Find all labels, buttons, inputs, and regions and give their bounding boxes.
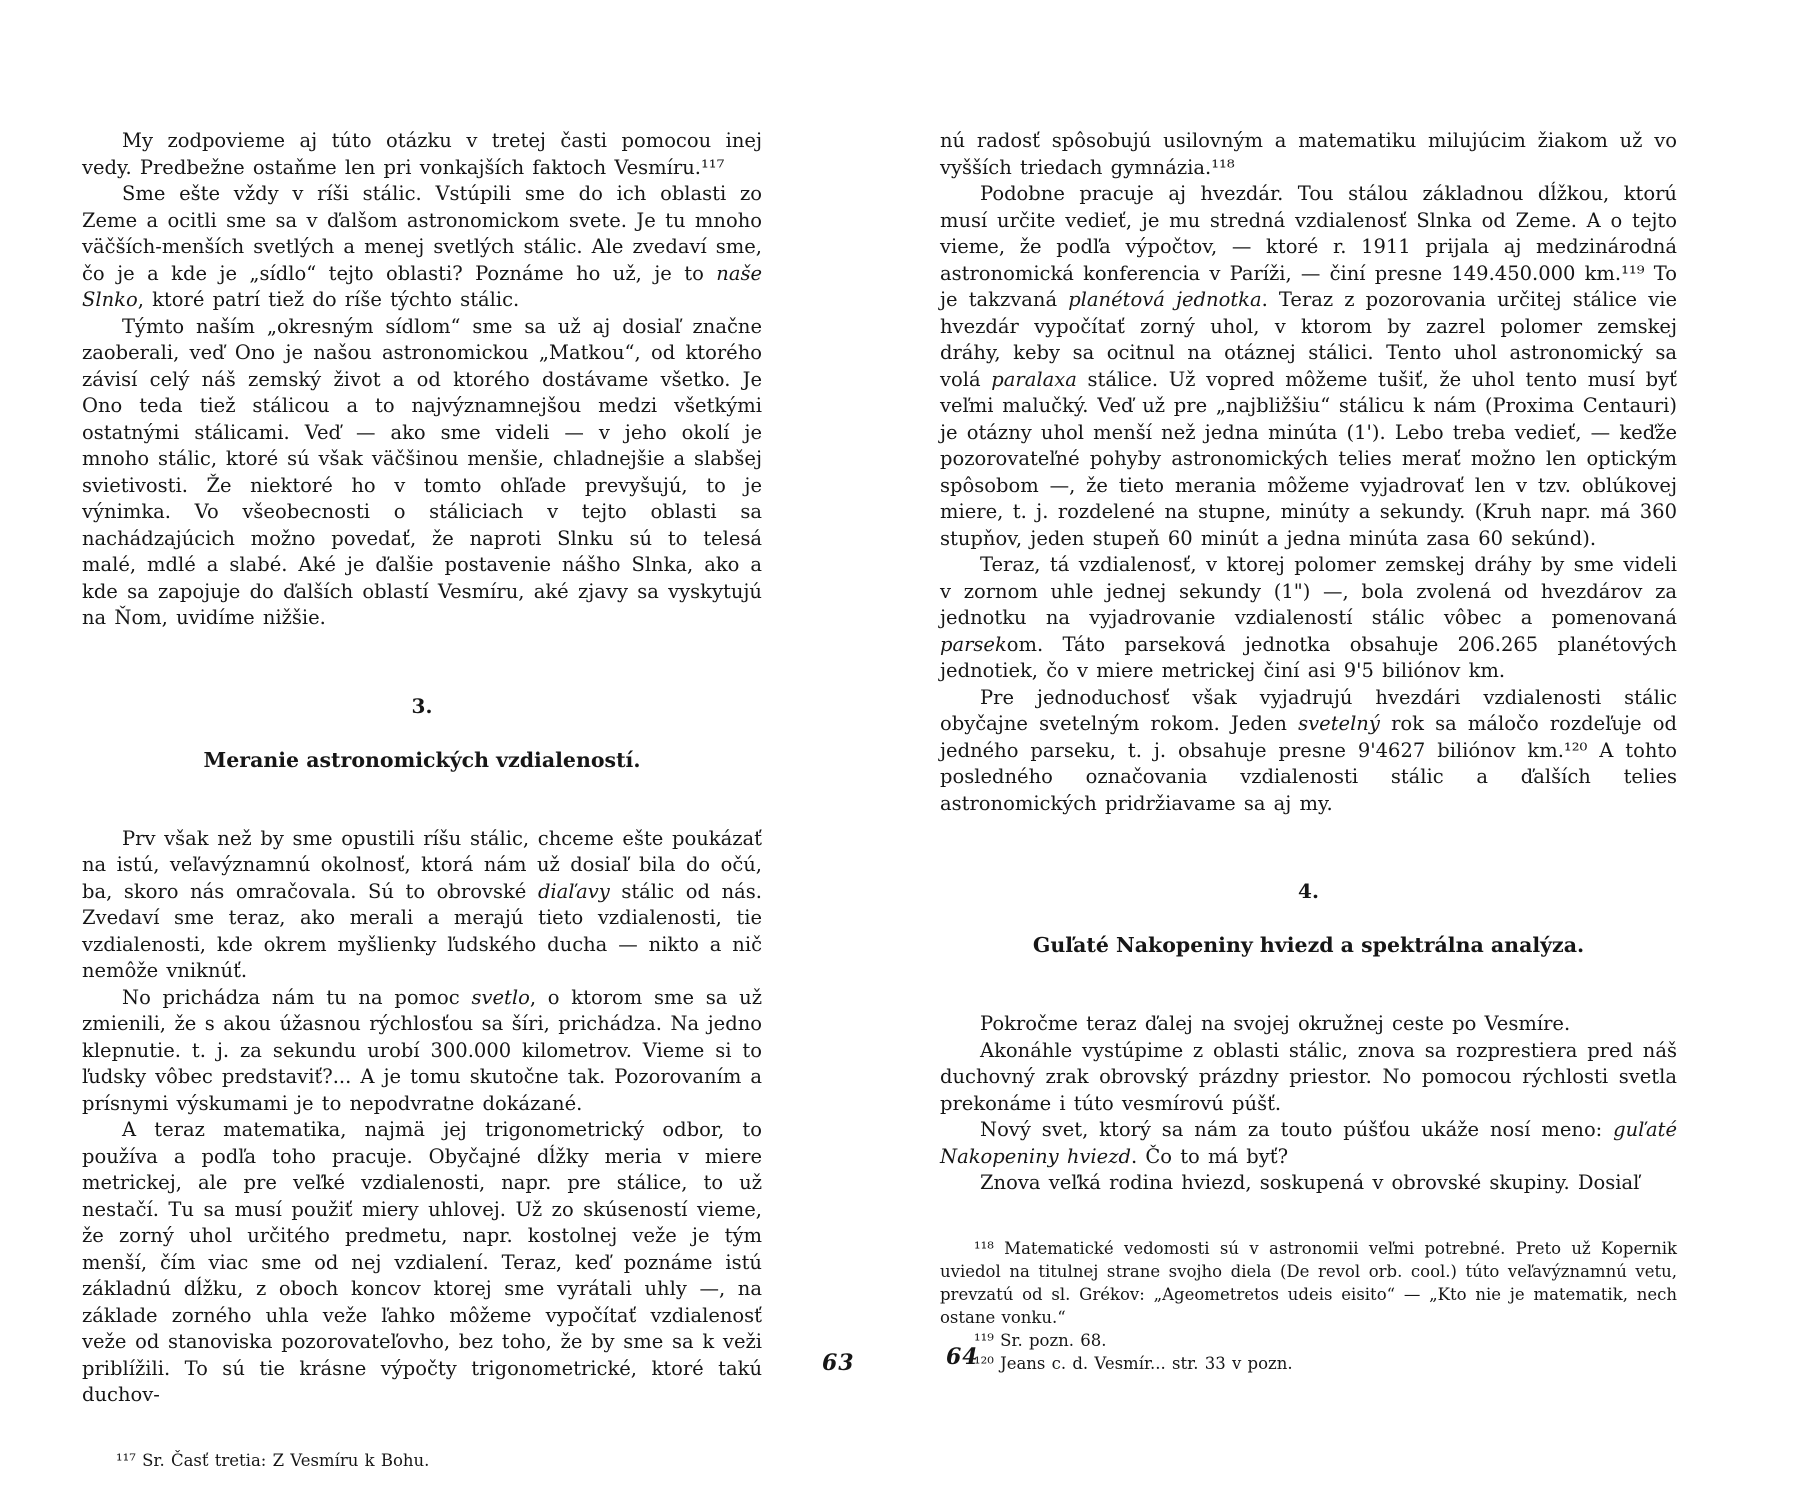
paragraph: My zodpovieme aj túto otázku v tretej časti pomocou inej vedy. Predbežne ostaňme len pri vonkajších faktoch Vesmíru.¹¹⁷ xyxy=(82,129,762,179)
paragraph: Týmto naším „okresným sídlom“ sme sa už aj dosiaľ značne zaoberali, veď Ono je našou astronomickou „Matkou“, od ktorého závisí celý náš zemský život a od ktorého dostávame všetko. Je Ono teda tiež stálicou a to najvýznamnejšou medzi všetkými ostatnými stálicami. Veď — ako sme videli — v jeho okolí je mnoho stálic, ktoré sú však väčšinou menšie, chladnejšie a slabšej svietivosti. Že niektoré ho v tomto ohľade prevyšujú, to je výnimka. Vo všeobecnosti o stáliciach v tejto oblasti sa nachádzajúcich možno povedať, že naproti Slnku sú to telesá malé, mdlé a slabé. Aké je ďalšie postavenie nášho Slnka, ako a kde sa zapojuje do ďalších oblastí Vesmíru, aké zjavy sa vyskytujú na Ňom, uvidíme nižšie. xyxy=(82,314,762,629)
page-number-63: 63 xyxy=(822,1350,855,1376)
section-number: 3. xyxy=(411,693,433,718)
paragraph: Znova veľká rodina hviezd, soskupená v obrovské skupiny. Dosiaľ xyxy=(980,1171,1640,1194)
paragraph: A teraz matematika, najmä jej trigonometrický odbor, to používa a podľa toho pracuje. Obyčajné dĺžky meria v miere metrickej, ale pre veľké vzdialenosti, napr. pre stálice, to už nestačí. Tu sa musí použiť miery uhlovej. Už zo skúseností vieme, že zorný uhol určitého predmetu, napr. kostolnej veže je tým menší, čím viac sme od nej vzdialení. Teraz, keď poznáme istú základnú dĺžku, z oboch koncov ktorej sme vyrátali uhly —, na základe zorného uhla veže ľahko môžeme vypočítať vzdialenosť veže od stanoviska pozorovateľovho, bez toho, že by sme sa k veži priblížili. To sú tie krásne výpočty trigonometrické, ktoré takú duchov- xyxy=(82,1118,762,1406)
footnote: ¹¹⁷ Sr. Časť tretia: Z Vesmíru k Bohu. xyxy=(116,1450,430,1470)
page-64 xyxy=(940,128,1677,1375)
paragraph: Pre jednoduchosť však vyjadrujú hvezdári vzdialenosti stálic obyčajne svetelným rokom. Jeden svetelný rok sa máločo rozdeľuje od jedného parseku, t. j. obsahuje presne 9'4627 biliónov km.¹²⁰ A tohto posledného označovania vzdialenosti stálic a ďalších telies astronomických pridržiavame sa aj my. xyxy=(940,685,1677,815)
paragraph: Pokročme teraz ďalej na svojej okružnej ceste po Vesmíre. xyxy=(980,1012,1571,1035)
footnote: ¹¹⁹ Sr. pozn. 68. xyxy=(974,1330,1107,1350)
section-number: 4. xyxy=(1298,879,1319,903)
paragraph: Nový svet, ktorý sa nám za touto púšťou ukáže nosí meno: guľaté Nakopeniny hviezd. Čo to má byť? xyxy=(940,1118,1677,1168)
paragraph: No prichádza nám tu na pomoc svetlo, o ktorom sme sa už zmienili, že s akou úžasnou rýchlosťou sa šíri, prichádza. Na jedno klepnutie. t. j. za sekundu urobí 300.000 kilometrov. Vieme si to ľudsky vôbec predstaviť?... A je tomu skutočne tak. Pozorovaním a prísnymi výskumami je to nepodvratne dokázané. xyxy=(82,985,762,1115)
footnote: ¹¹⁸ Matematické vedomosti sú v astronomii veľmi potrebné. Preto už Kopernik uviedol na titulnej strane svojho diela (De revol orb. cool.) túto veľavýznamnú vetu, prevzatú od sl. Grékov: „Ageometretos udeis eisito“ — „Kto nie je matematik, nech ostane vonku.“ xyxy=(940,1238,1677,1327)
footnote: ¹²⁰ Jeans c. d. Vesmír... str. 33 v pozn. xyxy=(974,1353,1293,1373)
paragraph: Prv však než by sme opustili ríšu stálic, chceme ešte poukázať na istú, veľavýznamnú okolnosť, ktorá nám už dosiaľ bila do očú, ba, skoro nás omračovala. Sú to obrovské diaľavy stálic od nás. Zvedaví sme teraz, ako merali a merajú tieto vzdialenosti, tie vzdialenosti, kde okrem myšlienky ľudského ducha — nikto a nič nemôže vniknúť. xyxy=(82,826,762,982)
page-63 xyxy=(82,128,762,1472)
page-64-footnotes xyxy=(940,1237,1677,1375)
page-63-footnotes xyxy=(82,1449,762,1472)
paragraph: Podobne pracuje aj hvezdár. Tou stálou základnou dĺžkou, ktorú musí určite vedieť, je mu stredná vzdialenosť Slnka od Zeme. A o tejto vieme, že podľa výpočtov, — ktoré r. 1911 prijala aj medzinárodná astronomická konferencia v Paríži, — činí presne 149.450.000 km.¹¹⁹ To je takzvaná planétová jednotka. Teraz z pozorovania určitej stálice vie hvezdár vypočítať zorný uhol, v ktorom by zazrel polomer zemskej dráhy, keby sa ocitnul na otáznej stálici. Tento uhol astronomický sa volá paralaxa stálice. Už vopred môžeme tušiť, že uhol tento musí byť veľmi malučký. Veď už pre „najbližšiu“ stálicu k nám (Proxima Centauri) je otázny uhol menší než jedna minúta (1'). Lebo treba vedieť, — keďže pozorovateľné pohyby astronomických telies merať možno len optickým spôsobom —, že tieto merania môžeme vyjadrovať len v tzv. oblúkovej miere, t. j. rozdelené na stupne, minúty a sekundy. (Kruh napr. má 360 stupňov, jeden stupeň 60 minút a jedna minúta zasa 60 sekúnd). xyxy=(940,182,1677,550)
paragraph: Akonáhle vystúpime z oblasti stálic, znova sa rozprestiera pred náš duchovný zrak obrovský prázdny priestor. No pomocou rýchlosti svetla prekonáme i túto vesmírovú púšť. xyxy=(940,1038,1677,1115)
page-64-text xyxy=(940,128,1677,1197)
page-63-text xyxy=(82,128,762,1409)
section-title: Meranie astronomických vzdialeností. xyxy=(203,747,641,772)
paragraph: Teraz, tá vzdialenosť, v ktorej polomer zemskej dráhy by sme videli v zornom uhle jednej sekundy (1") —, bola zvolená od hvezdárov za jednotku na vyjadrovanie vzdialeností stálic vôbec a pomenovaná parsekom. Táto parseková jednotka obsahuje 206.265 planétových jednotiek, čo v miere metrickej činí asi 9'5 biliónov km. xyxy=(940,553,1677,682)
paragraph: Sme ešte vždy v ríši stálic. Vstúpili sme do ich oblasti zo Zeme a ocitli sme sa v ďalšom astronomickom svete. Je tu mnoho väčších-menších svetlých a menej svetlých stálic. Ale zvedaví sme, čo je a kde je „sídlo“ tejto oblasti? Poznáme ho už, je to naše Slnko, ktoré patrí tiež do ríše týchto stálic. xyxy=(82,182,762,311)
section-title: Guľaté Nakopeniny hviezd a spektrálna analýza. xyxy=(1032,933,1585,957)
paragraph-continued: nú radosť spôsobujú usilovným a matematiku milujúcim žiakom už vo vyšších triedach gymnázia.¹¹⁸ xyxy=(940,129,1677,179)
page-number-64: 64 xyxy=(946,1344,979,1370)
